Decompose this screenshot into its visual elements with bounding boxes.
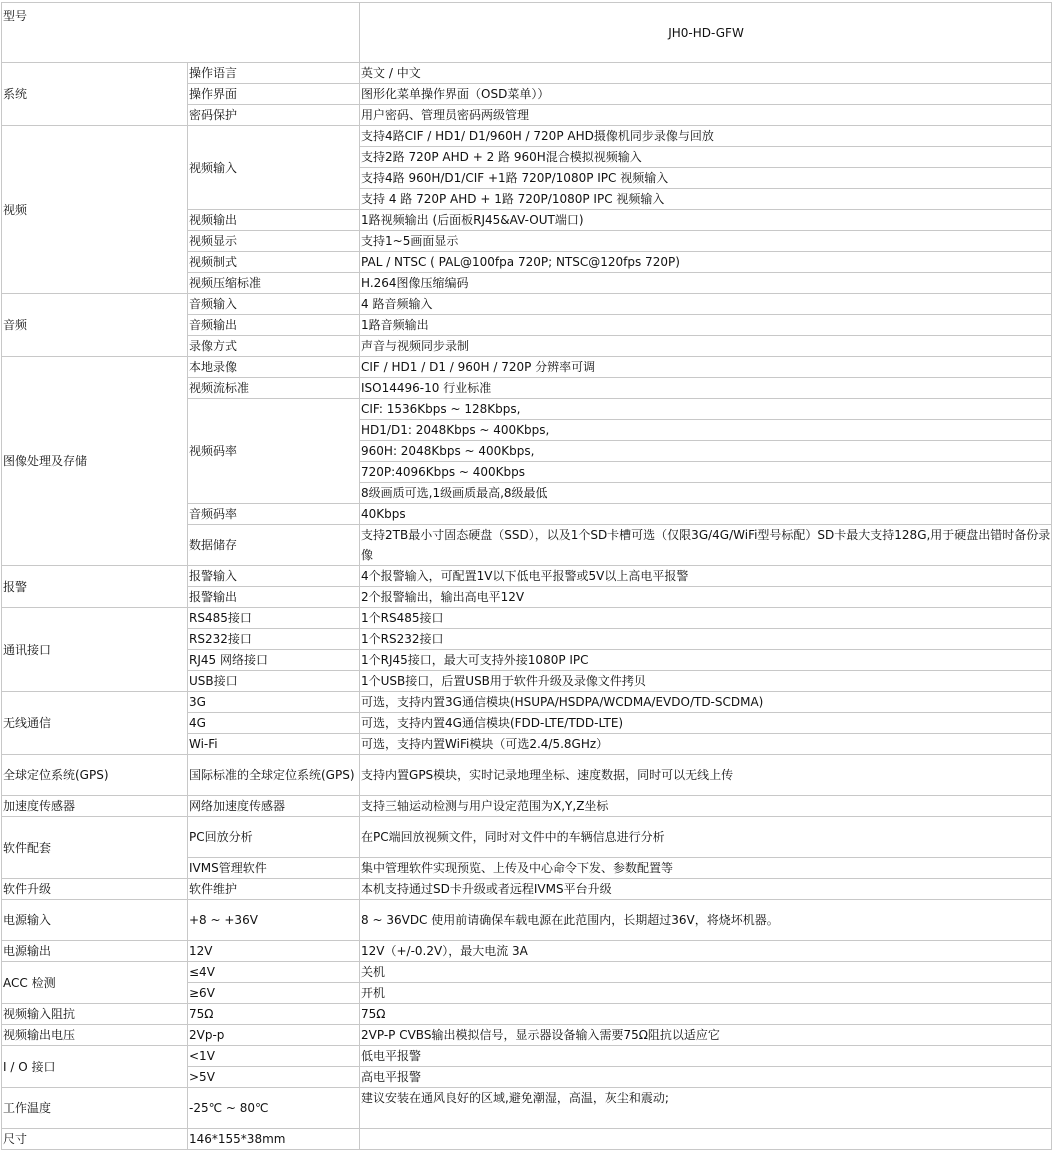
spec-row (2, 1025, 1052, 1046)
spec-row (2, 1004, 1052, 1025)
value-cell: 4 路音频输入 (360, 294, 1052, 315)
category-cell: 无线通信 (2, 692, 188, 755)
subcategory-cell: 音频输出 (188, 315, 360, 336)
subcategory-cell: -25℃ ~ 80℃ (188, 1088, 360, 1129)
subcategory-cell: 软件维护 (188, 879, 360, 900)
value-cell: 1个RS485接口 (360, 608, 1052, 629)
value-cell: 高电平报警 (360, 1067, 1052, 1088)
subcategory-cell: >5V (188, 1067, 360, 1088)
value-cell: 2VP-P CVBS输出模拟信号，显示器设备输入需要75Ω阻抗以适应它 (360, 1025, 1052, 1046)
category-cell: 工作温度 (2, 1088, 188, 1129)
value-cell: 可选，支持内置4G通信模块(FDD-LTE/TDD-LTE) (360, 713, 1052, 734)
category-cell: 音频 (2, 294, 188, 357)
model-row (2, 3, 1052, 63)
spec-row (2, 566, 1052, 587)
value-cell: 720P:4096Kbps ~ 400Kbps (360, 462, 1052, 483)
value-cell: 8级画质可选,1级画质最高,8级最低 (360, 483, 1052, 504)
subcategory-cell: 视频显示 (188, 231, 360, 252)
subcategory-cell: 密码保护 (188, 105, 360, 126)
category-cell: 加速度传感器 (2, 796, 188, 817)
spec-row (2, 294, 1052, 315)
category-cell: 电源输出 (2, 941, 188, 962)
subcategory-cell: RJ45 网络接口 (188, 650, 360, 671)
spec-row (2, 1129, 1052, 1150)
spec-row (2, 608, 1052, 629)
category-cell: 软件配套 (2, 817, 188, 879)
subcategory-cell: IVMS管理软件 (188, 858, 360, 879)
subcategory-cell: 3G (188, 692, 360, 713)
value-cell: 支持1~5画面显示 (360, 231, 1052, 252)
value-cell: 支持 4 路 720P AHD + 1路 720P/1080P IPC 视频输入 (360, 189, 1052, 210)
spec-row (2, 796, 1052, 817)
subcategory-cell: RS485接口 (188, 608, 360, 629)
value-cell (360, 1129, 1052, 1150)
subcategory-cell: 本地录像 (188, 357, 360, 378)
value-cell: 支持2TB最小寸固态硬盘（SSD），以及1个SD卡槽可选（仅限3G/4G/WiFi型号标配）SD卡最大支持128G,用于硬盘出错时备份录像 (360, 525, 1052, 566)
subcategory-cell: 操作语言 (188, 63, 360, 84)
category-cell: 视频输出电压 (2, 1025, 188, 1046)
value-cell: 在PC端回放视频文件，同时对文件中的车辆信息进行分析 (360, 817, 1052, 858)
value-cell: 75Ω (360, 1004, 1052, 1025)
subcategory-cell: 报警输入 (188, 566, 360, 587)
value-cell: 支持三轴运动检测与用户设定范围为X,Y,Z坐标 (360, 796, 1052, 817)
spec-table (1, 2, 1052, 1150)
spec-row (2, 962, 1052, 983)
category-cell: 尺寸 (2, 1129, 188, 1150)
value-cell: 8 ~ 36VDC 使用前请确保车载电源在此范围内，长期超过36V，将烧坏机器。 (360, 900, 1052, 941)
value-cell: 声音与视频同步录制 (360, 336, 1052, 357)
category-cell: 通讯接口 (2, 608, 188, 692)
subcategory-cell: 12V (188, 941, 360, 962)
category-cell: ACC 检测 (2, 962, 188, 1004)
spec-row (2, 357, 1052, 378)
model-label: 型号 (2, 3, 360, 63)
subcategory-cell: 录像方式 (188, 336, 360, 357)
value-cell: 1个RS232接口 (360, 629, 1052, 650)
category-cell: 电源输入 (2, 900, 188, 941)
subcategory-cell: 视频输入 (188, 126, 360, 210)
subcategory-cell: 4G (188, 713, 360, 734)
subcategory-cell: USB接口 (188, 671, 360, 692)
spec-row (2, 1046, 1052, 1067)
value-cell: 关机 (360, 962, 1052, 983)
value-cell: 用户密码、管理员密码两级管理 (360, 105, 1052, 126)
subcategory-cell: 75Ω (188, 1004, 360, 1025)
value-cell: 开机 (360, 983, 1052, 1004)
value-cell: 4个报警输入，可配置1V以下低电平报警或5V以上高电平报警 (360, 566, 1052, 587)
value-cell: 1路音频输出 (360, 315, 1052, 336)
value-cell: 支持内置GPS模块，实时记录地理坐标、速度数据，同时可以无线上传 (360, 755, 1052, 796)
category-cell: 软件升级 (2, 879, 188, 900)
model-value: JH0-HD-GFW (360, 3, 1052, 63)
value-cell: 支持2路 720P AHD + 2 路 960H混合模拟视频输入 (360, 147, 1052, 168)
subcategory-cell: 视频码率 (188, 399, 360, 504)
subcategory-cell: 国际标准的全球定位系统(GPS) (188, 755, 360, 796)
category-cell: I / O 接口 (2, 1046, 188, 1088)
value-cell: 960H: 2048Kbps ~ 400Kbps, (360, 441, 1052, 462)
value-cell: 1个USB接口，后置USB用于软件升级及录像文件拷贝 (360, 671, 1052, 692)
spec-row (2, 1088, 1052, 1129)
spec-row (2, 817, 1052, 858)
subcategory-cell: PC回放分析 (188, 817, 360, 858)
spec-row (2, 63, 1052, 84)
subcategory-cell: 视频流标准 (188, 378, 360, 399)
value-cell: H.264图像压缩编码 (360, 273, 1052, 294)
value-cell: ISO14496-10 行业标准 (360, 378, 1052, 399)
subcategory-cell: 报警输出 (188, 587, 360, 608)
value-cell: 1个RJ45接口，最大可支持外接1080P IPC (360, 650, 1052, 671)
subcategory-cell: 视频压缩标准 (188, 273, 360, 294)
category-cell: 全球定位系统(GPS) (2, 755, 188, 796)
category-cell: 系统 (2, 63, 188, 126)
subcategory-cell: 视频制式 (188, 252, 360, 273)
subcategory-cell: 操作界面 (188, 84, 360, 105)
value-cell: 建议安装在通风良好的区域,避免潮湿，高温，灰尘和震动; (360, 1088, 1052, 1129)
category-cell: 报警 (2, 566, 188, 608)
subcategory-cell: 数据储存 (188, 525, 360, 566)
subcategory-cell: 网络加速度传感器 (188, 796, 360, 817)
value-cell: 40Kbps (360, 504, 1052, 525)
spec-row (2, 879, 1052, 900)
subcategory-cell: ≤4V (188, 962, 360, 983)
value-cell: 本机支持通过SD卡升级或者远程IVMS平台升级 (360, 879, 1052, 900)
subcategory-cell: +8 ~ +36V (188, 900, 360, 941)
value-cell: HD1/D1: 2048Kbps ~ 400Kbps, (360, 420, 1052, 441)
subcategory-cell: ≥6V (188, 983, 360, 1004)
subcategory-cell: 视频输出 (188, 210, 360, 231)
spec-row (2, 900, 1052, 941)
subcategory-cell: 146*155*38mm (188, 1129, 360, 1150)
value-cell: 支持4路CIF / HD1/ D1/960H / 720P AHD摄像机同步录像与回放 (360, 126, 1052, 147)
value-cell: 2个报警输出，输出高电平12V (360, 587, 1052, 608)
subcategory-cell: <1V (188, 1046, 360, 1067)
subcategory-cell: 2Vp-p (188, 1025, 360, 1046)
subcategory-cell: 音频输入 (188, 294, 360, 315)
value-cell: 可选，支持内置3G通信模块(HSUPA/HSDPA/WCDMA/EVDO/TD-SCDMA) (360, 692, 1052, 713)
value-cell: 英文 / 中文 (360, 63, 1052, 84)
value-cell: 集中管理软件实现预览、上传及中心命令下发、参数配置等 (360, 858, 1052, 879)
spec-row (2, 692, 1052, 713)
value-cell: 支持4路 960H/D1/CIF +1路 720P/1080P IPC 视频输入 (360, 168, 1052, 189)
category-cell: 视频 (2, 126, 188, 294)
spec-row (2, 126, 1052, 147)
value-cell: 可选，支持内置WiFi模块（可选2.4/5.8GHz） (360, 734, 1052, 755)
value-cell: CIF / HD1 / D1 / 960H / 720P 分辨率可调 (360, 357, 1052, 378)
value-cell: 图形化菜单操作界面（OSD菜单）） (360, 84, 1052, 105)
subcategory-cell: RS232接口 (188, 629, 360, 650)
spec-row (2, 755, 1052, 796)
subcategory-cell: 音频码率 (188, 504, 360, 525)
category-cell: 视频输入阻抗 (2, 1004, 188, 1025)
spec-row (2, 941, 1052, 962)
value-cell: 低电平报警 (360, 1046, 1052, 1067)
category-cell: 图像处理及存储 (2, 357, 188, 566)
value-cell: CIF: 1536Kbps ~ 128Kbps, (360, 399, 1052, 420)
value-cell: 1路视频输出 (后面板RJ45&AV-OUT端口) (360, 210, 1052, 231)
value-cell: PAL / NTSC ( PAL@100fpa 720P; NTSC@120fps 720P) (360, 252, 1052, 273)
subcategory-cell: Wi-Fi (188, 734, 360, 755)
value-cell: 12V（+/-0.2V），最大电流 3A (360, 941, 1052, 962)
